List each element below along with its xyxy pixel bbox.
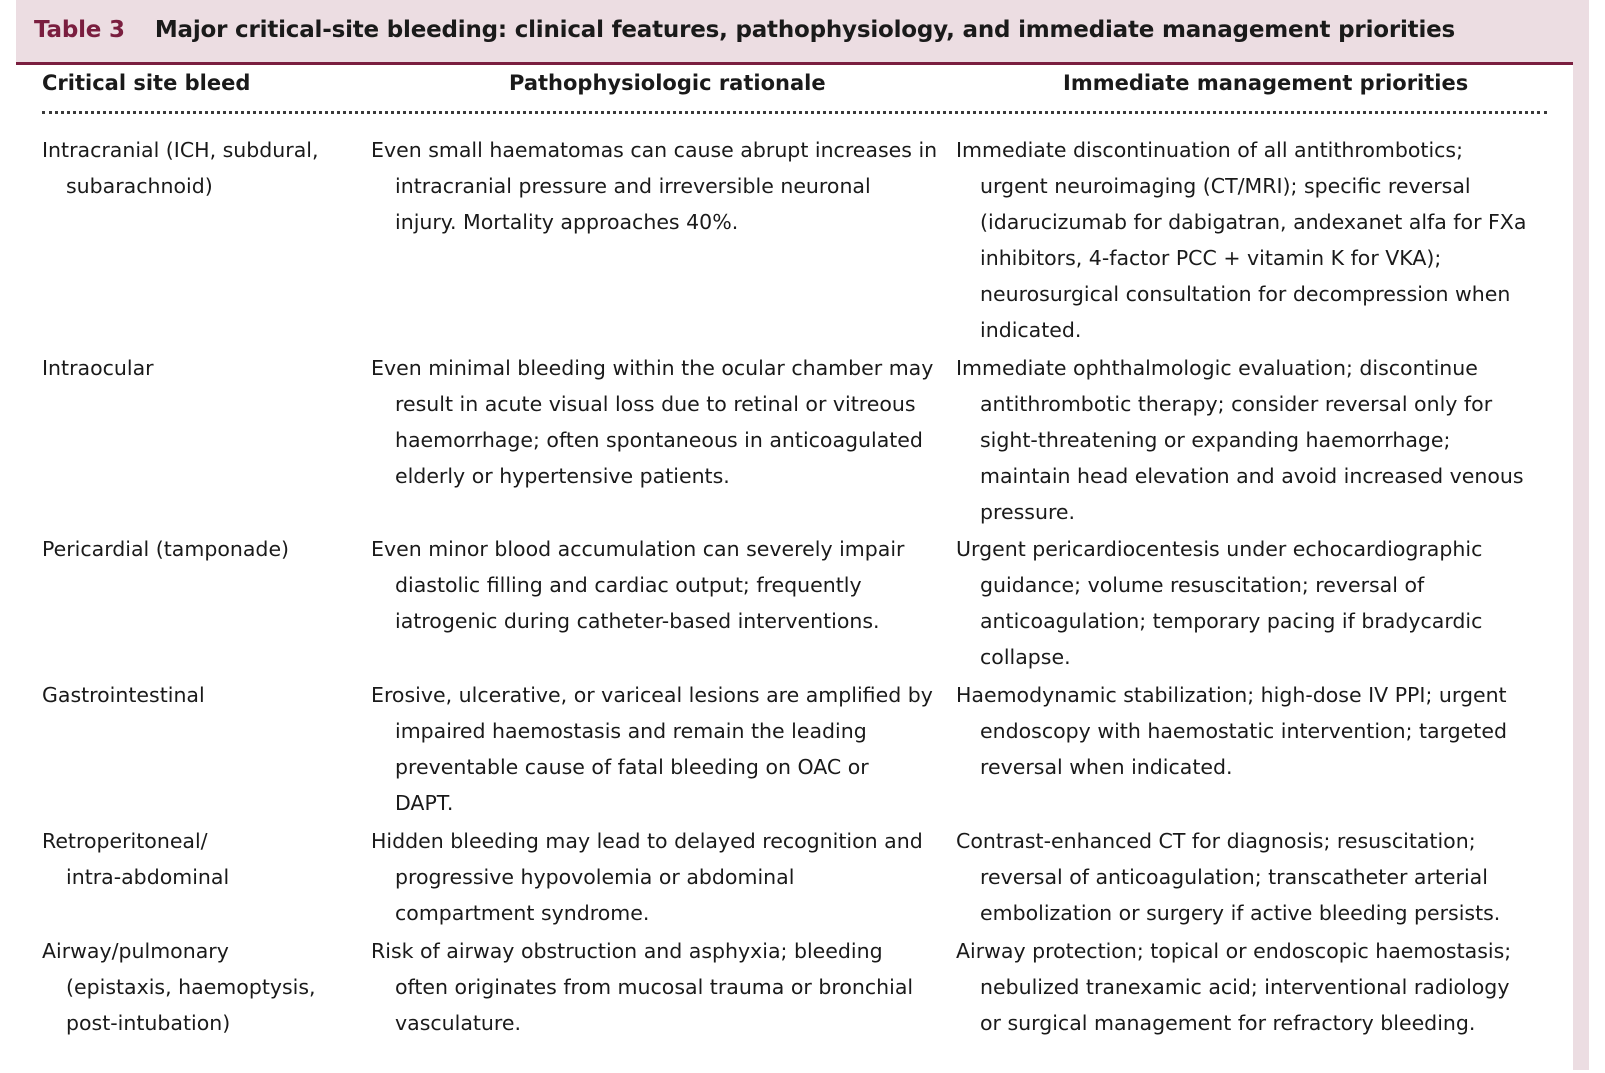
cell-line: Contrast-enhanced CT for diagnosis; resuscitation; [956, 829, 1476, 853]
cell-line: Immediate ophthalmologic evaluation; discontinue [956, 356, 1478, 380]
cell-rationale [371, 531, 941, 639]
table-header-row [16, 65, 1573, 109]
cell-line: haemorrhage; often spontaneous in anticoagulated [395, 428, 923, 452]
cell-line: post-intubation) [66, 1011, 231, 1035]
cell-critical-site [42, 531, 352, 567]
cell-line: Pericardial (tamponade) [42, 537, 290, 561]
cell-critical-site [42, 350, 352, 386]
cell-line: Even small haematomas can cause abrupt increases in [371, 138, 938, 162]
cell-line: Airway protection; topical or endoscopic haemostasis; [956, 939, 1512, 963]
cell-line: nebulized tranexamic acid; interventional radiology [980, 975, 1510, 999]
cell-line: progressive hypovolemia or abdominal [395, 865, 795, 889]
cell-line: preventable cause of fatal bleeding on OAC or [395, 755, 869, 779]
cell-management [956, 531, 1556, 675]
cell-line: indicated. [980, 318, 1082, 342]
cell-line: reversal when indicated. [980, 755, 1233, 779]
cell-line: or surgical management for refractory bleeding. [980, 1011, 1476, 1035]
cell-line: Retroperitoneal/ [42, 829, 208, 853]
cell-rationale [371, 350, 941, 494]
cell-line: often originates from mucosal trauma or bronchial [395, 975, 914, 999]
cell-line: Immediate discontinuation of all antithrombotics; [956, 138, 1463, 162]
cell-line: guidance; volume resuscitation; reversal of [980, 573, 1425, 597]
cell-line: Even minimal bleeding within the ocular chamber may [371, 356, 934, 380]
cell-line: embolization or surgery if active bleeding persists. [980, 901, 1501, 925]
cell-line: Urgent pericardiocentesis under echocardiographic [956, 537, 1483, 561]
cell-line: inhibitors, 4-factor PCC + vitamin K for VKA); [980, 246, 1442, 270]
cell-management [956, 823, 1556, 931]
cell-line: vasculature. [395, 1011, 522, 1035]
cell-rationale [371, 132, 941, 240]
cell-line: injury. Mortality approaches 40%. [395, 210, 739, 234]
cell-critical-site [42, 132, 352, 204]
cell-line: urgent neuroimaging (CT/MRI); specific reversal [980, 174, 1471, 198]
cell-line: Risk of airway obstruction and asphyxia; bleeding [371, 939, 883, 963]
cell-line: Intracranial (ICH, subdural, [42, 138, 319, 162]
cell-rationale [371, 677, 941, 821]
cell-line: Erosive, ulcerative, or variceal lesions are amplified by [371, 683, 933, 707]
table [16, 62, 1573, 1073]
header-critical-site: Critical site bleed [42, 71, 251, 95]
cell-line: Even minor blood accumulation can severely impair [371, 537, 905, 561]
cell-rationale [371, 933, 941, 1041]
table-title: Major critical-site bleeding: clinical features, pathophysiology, and immediate management priorities [154, 17, 1456, 43]
table-label: Table 3 [34, 17, 125, 43]
cell-line: neurosurgical consultation for decompression when [980, 282, 1511, 306]
cell-rationale [371, 823, 941, 931]
cell-line: Airway/pulmonary [42, 939, 229, 963]
cell-line: Intraocular [42, 356, 154, 380]
cell-line: sight-threatening or expanding haemorrhage; [980, 428, 1451, 452]
cell-line: DAPT. [395, 791, 454, 815]
cell-line: (idarucizumab for dabigatran, andexanet alfa for FXa [980, 210, 1527, 234]
cell-management [956, 132, 1556, 348]
cell-line: result in acute visual loss due to retinal or vitreous [395, 392, 916, 416]
header-rationale: Pathophysiologic rationale [509, 71, 826, 95]
cell-line: compartment syndrome. [395, 901, 650, 925]
cell-management [956, 350, 1556, 530]
cell-line: Haemodynamic stabilization; high-dose IV PPI; urgent [956, 683, 1507, 707]
cell-line: antithrombotic therapy; consider reversal only for [980, 392, 1493, 416]
cell-management [956, 933, 1556, 1041]
cell-line: intracranial pressure and irreversible neuronal [395, 174, 871, 198]
cell-line: pressure. [980, 500, 1076, 524]
cell-line: anticoagulation; temporary pacing if bradycardic [980, 609, 1483, 633]
cell-critical-site [42, 933, 352, 1041]
cell-line: impaired haemostasis and remain the leading [395, 719, 867, 743]
cell-line: iatrogenic during catheter-based interventions. [395, 609, 880, 633]
cell-line: reversal of anticoagulation; transcatheter arterial [980, 865, 1488, 889]
cell-line: elderly or hypertensive patients. [395, 464, 730, 488]
table-caption [34, 10, 1574, 50]
cell-critical-site [42, 823, 352, 895]
cell-line: Hidden bleeding may lead to delayed recognition and [371, 829, 923, 853]
cell-line: collapse. [980, 645, 1071, 669]
header-management: Immediate management priorities [1063, 71, 1469, 95]
cell-line: Gastrointestinal [42, 683, 205, 707]
cell-management [956, 677, 1556, 785]
cell-line: intra-abdominal [66, 865, 230, 889]
cell-line: subarachnoid) [66, 174, 213, 198]
cell-critical-site [42, 677, 352, 713]
cell-line: (epistaxis, haemoptysis, [66, 975, 316, 999]
cell-line: maintain head elevation and avoid increased venous [980, 464, 1524, 488]
cell-line: diastolic filling and cardiac output; frequently [395, 573, 862, 597]
header-divider [42, 111, 1547, 114]
cell-line: endoscopy with haemostatic intervention; targeted [980, 719, 1507, 743]
